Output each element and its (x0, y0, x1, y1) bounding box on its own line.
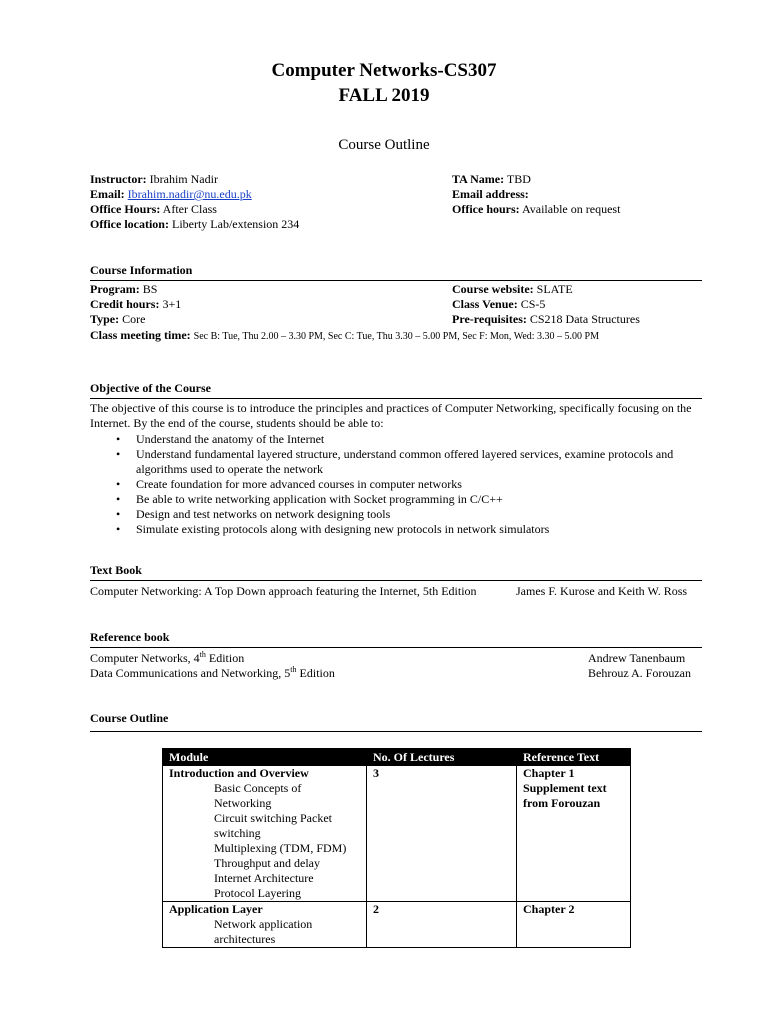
program-value: BS (142, 282, 158, 296)
prereq-label: Pre-requisites: (452, 312, 527, 326)
website-label: Course website: (452, 282, 534, 296)
email-row (90, 187, 252, 202)
list-item: • Understand fundamental layered structure, understand common offered layered services, examine protocols and algorithms used to operate the network (116, 447, 702, 477)
list-item: • Understand the anatomy of the Internet (116, 432, 702, 447)
module-topic: Basic Concepts of Networking (214, 781, 302, 810)
list-item: • Be able to write networking application with Socket programming in C/C++ (116, 492, 702, 507)
divider (90, 647, 702, 648)
meeting-time-row (90, 328, 599, 344)
ta-name-value: TBD (506, 172, 531, 186)
type-label: Type: (90, 312, 120, 326)
module-cell (163, 902, 367, 948)
table-row (163, 766, 631, 902)
divider (90, 280, 702, 281)
module-topic: Throughput and delay (214, 856, 320, 870)
lectures-cell: 3 (367, 766, 517, 902)
reference-book-title: Data Communications and Networking, 5th Edition (90, 665, 335, 680)
instructor-label: Instructor: (90, 172, 147, 186)
page-subtitle: Course Outline (338, 137, 430, 153)
credit-hours-label: Credit hours: (90, 297, 160, 311)
office-location-label: Office location: (90, 217, 169, 231)
email-link[interactable]: Ibrahim.nadir@nu.edu.pk (127, 187, 252, 201)
module-cell (163, 766, 367, 902)
course-info-heading: Course Information (90, 263, 193, 277)
text-book-heading: Text Book (90, 563, 142, 577)
module-title: Application Layer (169, 902, 263, 916)
objective-intro: The objective of this course is to introduce the principles and practices of Computer Networking, specifically focusing on the Internet. By the end of the course, students should be able to: (90, 401, 692, 430)
module-topic: Internet Architecture (214, 871, 314, 885)
office-location-row (90, 217, 299, 232)
table-row (163, 902, 631, 948)
ta-email-label: Email address: (452, 187, 529, 201)
objective-list (116, 432, 702, 537)
program-label: Program: (90, 282, 140, 296)
ta-name-row (452, 172, 531, 187)
ta-office-hours-row (452, 202, 620, 217)
office-location-value: Liberty Lab/extension 234 (171, 217, 300, 231)
meeting-time-label: Class meeting time: (90, 328, 191, 342)
office-hours-row (90, 202, 217, 217)
divider (90, 398, 702, 399)
credit-hours-row (90, 297, 181, 312)
column-header: Reference Text (517, 749, 631, 766)
reference-book-author: Andrew Tanenbaum (588, 651, 686, 665)
course-title: Computer Networks-CS307 (271, 60, 497, 81)
venue-label: Class Venue: (452, 297, 518, 311)
meeting-time-value: Sec B: Tue, Thu 2.00 – 3.30 PM, Sec C: Tue, Thu 3.30 – 5.00 PM, Sec F: Mon, Wed: 3.30 – 5.00 PM (193, 331, 600, 342)
list-item: • Create foundation for more advanced courses in computer networks (116, 477, 702, 492)
type-row (90, 312, 145, 327)
website-row (452, 282, 573, 297)
office-hours-label: Office Hours: (90, 202, 161, 216)
semester-title: FALL 2019 (338, 85, 430, 106)
program-row (90, 282, 157, 297)
website-value: SLATE (536, 282, 573, 296)
prereq-row (452, 312, 640, 327)
instructor-row (90, 172, 218, 187)
text-book-authors: James F. Kurose and Keith W. Ross (516, 584, 688, 598)
prereq-value: CS218 Data Structures (529, 312, 640, 326)
type-value: Core (122, 312, 146, 326)
venue-value: CS-5 (520, 297, 546, 311)
module-topic: Network application architectures (214, 917, 313, 946)
course-outline-table (162, 748, 631, 948)
reference-book-heading: Reference book (90, 630, 170, 644)
ta-office-hours-label: Office hours: (452, 202, 520, 216)
venue-row (452, 297, 545, 312)
table-header-row (163, 749, 631, 766)
office-hours-value: After Class (162, 202, 217, 216)
ta-email-row (452, 187, 529, 202)
objective-heading: Objective of the Course (90, 381, 211, 395)
reference-book-title: Computer Networks, 4th Edition (90, 650, 245, 665)
text-book-title: Computer Networking: A Top Down approach featuring the Internet, 5th Edition (90, 584, 477, 598)
instructor-value: Ibrahim Nadir (149, 172, 218, 186)
reference-book-author: Behrouz A. Forouzan (588, 666, 691, 680)
column-header: Module (163, 749, 367, 766)
email-label: Email: (90, 187, 125, 201)
credit-hours-value: 3+1 (162, 297, 182, 311)
module-topic: Protocol Layering (214, 886, 301, 900)
module-title: Introduction and Overview (169, 766, 309, 780)
list-item: • Simulate existing protocols along with designing new protocols in network simulators (116, 522, 702, 537)
ta-name-label: TA Name: (452, 172, 505, 186)
module-topic: Multiplexing (TDM, FDM) (214, 841, 347, 855)
reference-cell: Chapter 2 (517, 902, 631, 948)
lectures-cell: 2 (367, 902, 517, 948)
reference-cell: Chapter 1 Supplement text from Forouzan (517, 766, 631, 902)
module-topic: Circuit switching Packet switching (214, 811, 332, 840)
divider (90, 580, 702, 581)
divider (90, 731, 702, 732)
course-outline-heading: Course Outline (90, 711, 169, 725)
column-header: No. Of Lectures (367, 749, 517, 766)
list-item: • Design and test networks on network designing tools (116, 507, 702, 522)
ta-office-hours-value: Available on request (522, 202, 621, 216)
